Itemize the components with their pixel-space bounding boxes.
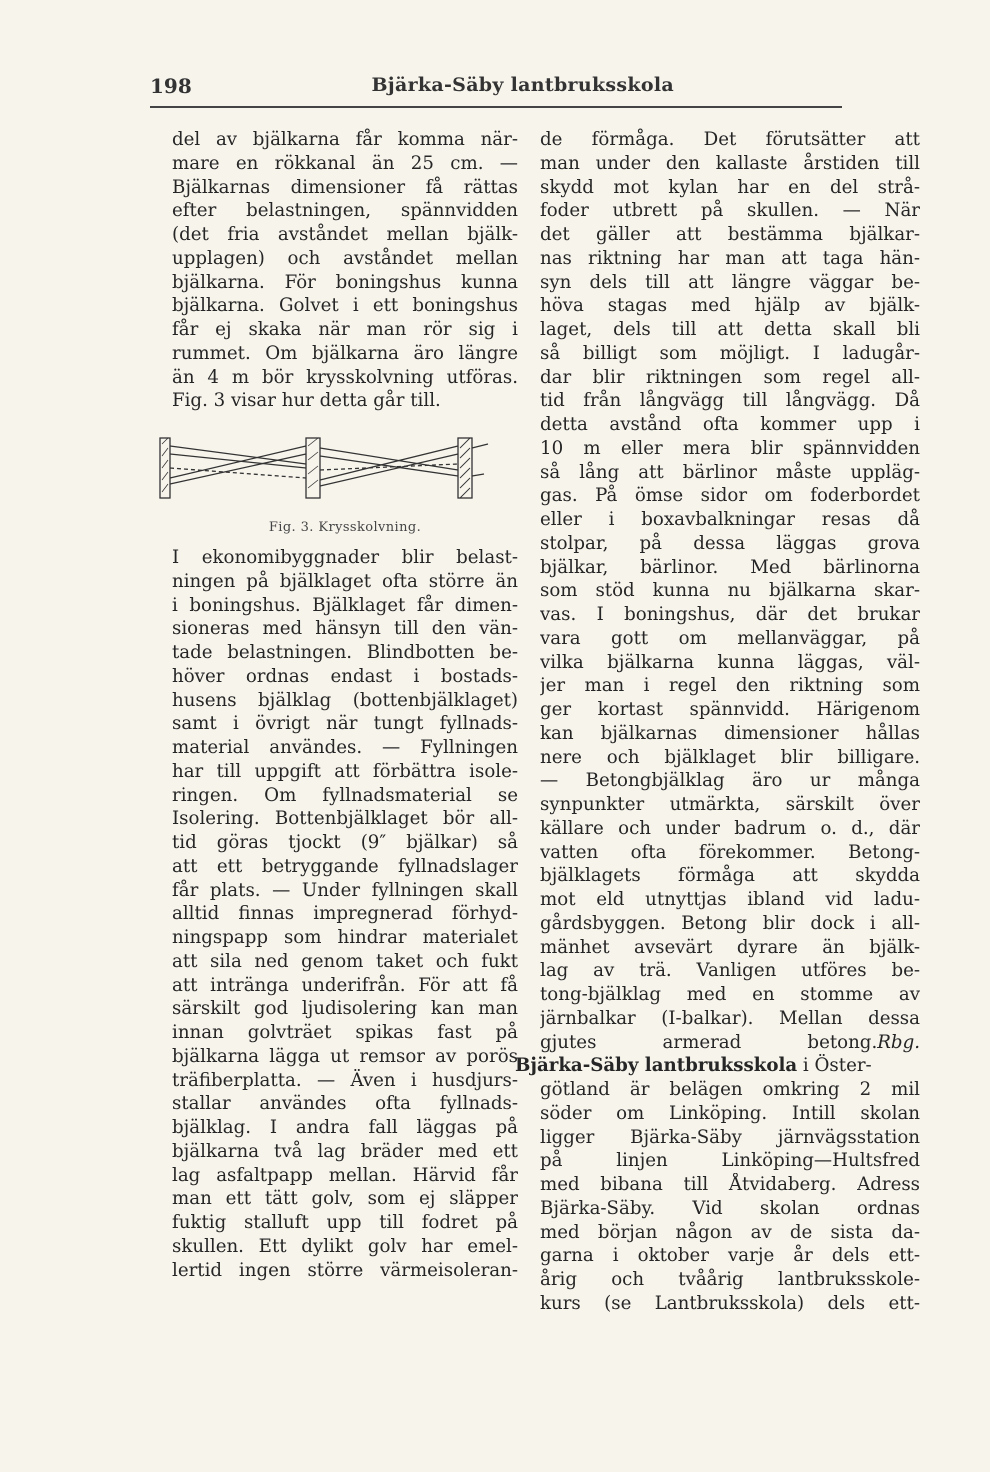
text-line: så billigt som möjligt. I ladugår- xyxy=(540,342,920,364)
text-line: att sila ned genom taket och fukt xyxy=(172,950,518,972)
text-line: dar blir riktningen som regel all- xyxy=(540,366,920,388)
text-line: I ekonomibyggnader blir belast- xyxy=(172,547,518,568)
text-line: stolpar, på dessa läggas grova xyxy=(540,532,920,554)
figure-caption: Fig. 3. Krysskolvning. xyxy=(268,520,422,535)
right-column xyxy=(515,128,920,1316)
text-line: upplagen) och avståndet mellan xyxy=(172,247,518,269)
text-line: bjälkarna lägga ut remsor av porös xyxy=(172,1045,518,1067)
text-line: gas. På ömse sidor om foderbordet xyxy=(540,485,920,507)
entry-first-line xyxy=(515,1054,920,1078)
text-line: än 4 m bör krysskolvning utföras. xyxy=(172,366,518,388)
text-line: efter belastningen, spännvidden xyxy=(172,200,518,222)
text-line: att intränga underifrån. För att få xyxy=(172,974,518,996)
text-line: höver ordnas endast i bostads- xyxy=(172,665,518,687)
entry-first-line-rest: i Öster- xyxy=(797,1055,872,1077)
text-line: tong-bjälklag med en stomme av xyxy=(540,984,920,1005)
text-line: (det fria avståndet mellan bjälk- xyxy=(172,224,518,245)
text-line: detta avstånd ofta kommer upp i xyxy=(540,414,920,435)
text-line: samt i övrigt när tungt fyllnads- xyxy=(172,713,518,735)
text-line: götland är belägen omkring 2 mil xyxy=(540,1079,920,1100)
figure-3 xyxy=(172,434,518,546)
text-line: gårdsbyggen. Betong blir dock i all- xyxy=(540,912,920,934)
text-line: 10 m eller mera blir spännvidden xyxy=(540,437,920,459)
text-line: ningspapp som hindrar materialet xyxy=(172,927,518,948)
closing-text: gjutes armerad betong. xyxy=(540,1031,878,1053)
text-line: söder om Linköping. Intill skolan xyxy=(540,1102,920,1124)
entry-headword: Bjärka-Säby lantbruksskola xyxy=(515,1055,798,1077)
page-header xyxy=(150,74,840,104)
text-line: laget, dels till att detta skall bli xyxy=(540,319,920,340)
text-line: nas riktning har man att taga hän- xyxy=(540,247,920,269)
text-line: skydd mot kylan har en del strå- xyxy=(540,176,920,198)
text-line: stallar användes ofta fyllnads- xyxy=(172,1093,518,1115)
text-line: järnbalkar (I-balkar). Mellan dessa xyxy=(540,1007,920,1029)
text-line: lag av trä. Vanligen utföres be- xyxy=(540,960,920,982)
page-number: 198 xyxy=(150,74,192,98)
left-column xyxy=(172,128,518,1282)
text-line: bjälkar, bärlinor. Med bärlinorna xyxy=(540,556,920,578)
text-line: sioneras med hänsyn till den vän- xyxy=(172,618,518,640)
text-line: fuktig stalluft upp till fodret på xyxy=(172,1212,518,1233)
text-line: ger kortast spännvidd. Härigenom xyxy=(540,699,920,720)
text-line: träfiberplatta. — Även i husdjurs- xyxy=(172,1069,518,1091)
text-line: Isolering. Bottenbjälklaget bör all- xyxy=(172,808,518,830)
text-line: vas. I boningshus, där det brukar xyxy=(540,604,920,625)
running-head: Bjärka-Säby lantbruksskola xyxy=(371,74,674,96)
text-line: ligger Bjärka-Säby järnvägsstation xyxy=(540,1126,920,1148)
closing-line xyxy=(540,1031,920,1055)
text-line: lertid ingen större värmeisoleran- xyxy=(172,1259,518,1281)
text-line: tid från långvägg till långvägg. Då xyxy=(540,390,920,412)
text-line: vilka bjälkarna kunna läggas, väl- xyxy=(540,651,920,673)
text-line: källare och under badrum o. d., där xyxy=(540,817,920,839)
left-paragraph-2 xyxy=(172,546,518,1282)
text-line: jer man i regel den riktning som xyxy=(540,675,920,697)
text-line: Fig. 3 visar hur detta går till. xyxy=(172,390,441,412)
text-line: mare en rökkanal än 25 cm. — xyxy=(172,152,518,174)
text-line: ningen på bjälklaget ofta större än xyxy=(172,570,518,592)
text-line: att ett betryggande fyllnadslager xyxy=(172,855,518,877)
text-line: material användes. — Fyllningen xyxy=(172,737,518,758)
author-signature: Rbg. xyxy=(877,1031,920,1053)
joist-middle xyxy=(306,438,320,498)
left-paragraph-1 xyxy=(172,128,518,413)
text-line: har till uppgift att förbättra isole- xyxy=(172,760,518,782)
text-line: mänhet avsevärt dyrare än bjälk- xyxy=(540,936,920,958)
text-line: kan bjälkarnas dimensioner hållas xyxy=(540,722,920,744)
text-line: de förmåga. Det förutsätter att xyxy=(540,129,920,150)
text-line: som stöd kunna nu bjälkarna skar- xyxy=(540,580,920,602)
text-line: med början någon av de sista da- xyxy=(540,1221,920,1243)
text-line: — Betongbjälklag äro ur många xyxy=(540,770,920,792)
text-line: Bjälkarnas dimensioner få rättas xyxy=(172,176,518,198)
text-line: man under den kallaste årstiden till xyxy=(540,152,920,174)
text-line: får plats. — Under fyllningen skall xyxy=(172,879,518,901)
text-line: får ej skaka när man rör sig i xyxy=(172,319,518,340)
text-line: särskilt god ljudisolering kan man xyxy=(172,998,518,1020)
text-line: lag asfaltpapp mellan. Härvid får xyxy=(172,1164,518,1186)
text-line: kurs (se Lantbruksskola) dels ett- xyxy=(540,1292,920,1314)
text-line: man ett tätt golv, som ej släpper xyxy=(172,1188,518,1210)
text-line: skullen. Ett dylikt golv har emel- xyxy=(172,1235,518,1257)
text-line: syn dels till att längre väggar be- xyxy=(540,271,920,293)
text-line: nere och bjälklaget blir billigare. xyxy=(540,746,920,768)
text-line: tid göras tjockt (9″ bjälkar) så xyxy=(172,832,518,853)
text-line: eller i boxavbalkningar resas då xyxy=(540,509,920,530)
text-line: årig och tvåårig lantbruksskole- xyxy=(540,1269,920,1290)
text-line: Bjärka-Säby. Vid skolan ordnas xyxy=(540,1197,920,1219)
header-rule xyxy=(150,106,842,108)
text-line: alltid finnas impregnerad förhyd- xyxy=(172,903,518,925)
text-line: innan golvträet spikas fast på xyxy=(172,1022,518,1043)
text-line: mot eld utnyttjas ibland vid ladu- xyxy=(540,889,920,910)
text-line: synpunkter utmärkta, särskilt över xyxy=(540,794,920,815)
text-line: vara gott om mellanväggar, på xyxy=(540,627,920,649)
right-paragraph-1 xyxy=(540,128,920,1031)
text-line: bjälkarna. För boningshus kunna xyxy=(172,271,518,293)
text-line: garna i oktober varje år dels ett- xyxy=(540,1245,920,1267)
text-line: i boningshus. Bjälklaget får dimen- xyxy=(172,594,518,616)
text-line: bjälklagets förmåga att skydda xyxy=(540,865,920,887)
text-line: det gäller att bestämma bjälkar- xyxy=(540,224,920,245)
text-line: bjälkarna. Golvet i ett boningshus xyxy=(172,295,518,317)
text-line: med bibana till Åtvidaberg. Adress xyxy=(540,1174,920,1195)
text-line: husens bjälklag (bottenbjälklaget) xyxy=(172,689,518,711)
text-line: bjälklag. I andra fall läggas på xyxy=(172,1117,518,1138)
text-line: del av bjälkarna får komma när- xyxy=(172,129,518,150)
text-line: rummet. Om bjälkarna äro längre xyxy=(172,342,518,364)
text-line: bjälkarna två lag bräder med ett xyxy=(172,1140,518,1162)
text-line: vatten ofta förekommer. Betong- xyxy=(540,841,920,863)
text-line: foder utbrett på skullen. — När xyxy=(540,200,920,222)
text-line: tade belastningen. Blindbotten be- xyxy=(172,642,518,663)
text-line: höva stagas med hjälp av bjälk- xyxy=(540,295,920,317)
cross-bracing-illustration xyxy=(158,434,528,514)
entry-body xyxy=(540,1078,920,1316)
text-line: så lång att bärlinor måste uppläg- xyxy=(540,461,920,483)
text-line: på linjen Linköping—Hultsfred xyxy=(540,1150,920,1172)
text-line: ringen. Om fyllnadsmaterial se xyxy=(172,784,518,806)
joist-left xyxy=(160,438,170,498)
